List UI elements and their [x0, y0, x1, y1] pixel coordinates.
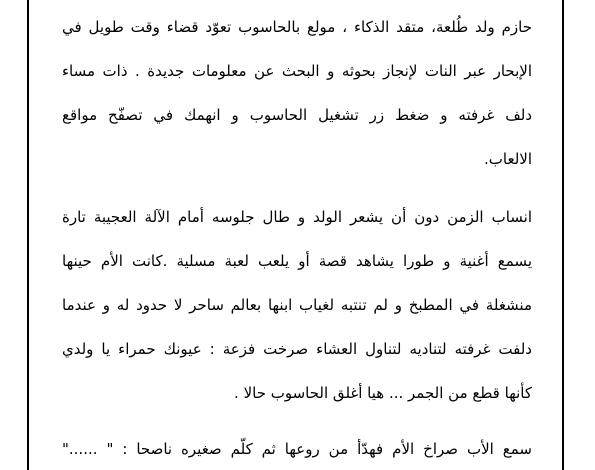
paragraph-2-line-1: انساب الزمن دون أن يشعر الولد و طال جلوسه أمام الآلة العجيبة تارة — [62, 208, 532, 226]
paragraph-2-line-4: دلفت غرفته لتناديه لتناول العشاء صرخت فزعة : عيونك حمراء يا ولدي — [62, 340, 532, 358]
paragraph-1-line-3: دلف غرفته و ضغط زر تشغيل الحاسوب و انهمك في تصفّح مواقع — [62, 106, 532, 124]
paragraph-2-line-5: كأنها قطع من الجمر ... هيا أغلق الحاسوب حالا . — [234, 384, 532, 402]
paragraph-2-line-3: منشغلة في المطبخ و لم تنتبه لغياب ابنها بعالم ساحر لا حدود له و عندما — [62, 296, 532, 314]
paragraph-1-line-1: حازم ولد طُلعة، متقد الذكاء ، مولع بالحاسوب تعوّد قضاء وقت طويل في — [62, 18, 532, 36]
story-text — [62, 0, 532, 470]
paragraph-2-line-2: يسمع أغنية و طورا يشاهد قصة أو يلعب لعبة مسلية .كانت الأم حينها — [62, 252, 532, 270]
paragraph-1-line-4: الالعاب. — [484, 150, 532, 168]
page-border-left — [27, 0, 29, 470]
page-border-right — [562, 0, 564, 470]
paragraph-3-line-1: سمع الأب صراخ الأم فهدّأ من روعها ثم كلّم صغيره ناصحا : " ......" — [62, 440, 532, 458]
paragraph-1-line-2: الإبحار عبر النات لإنجاز بحوثه و البحث عن معلومات جديدة . ذات مساء — [62, 62, 532, 80]
